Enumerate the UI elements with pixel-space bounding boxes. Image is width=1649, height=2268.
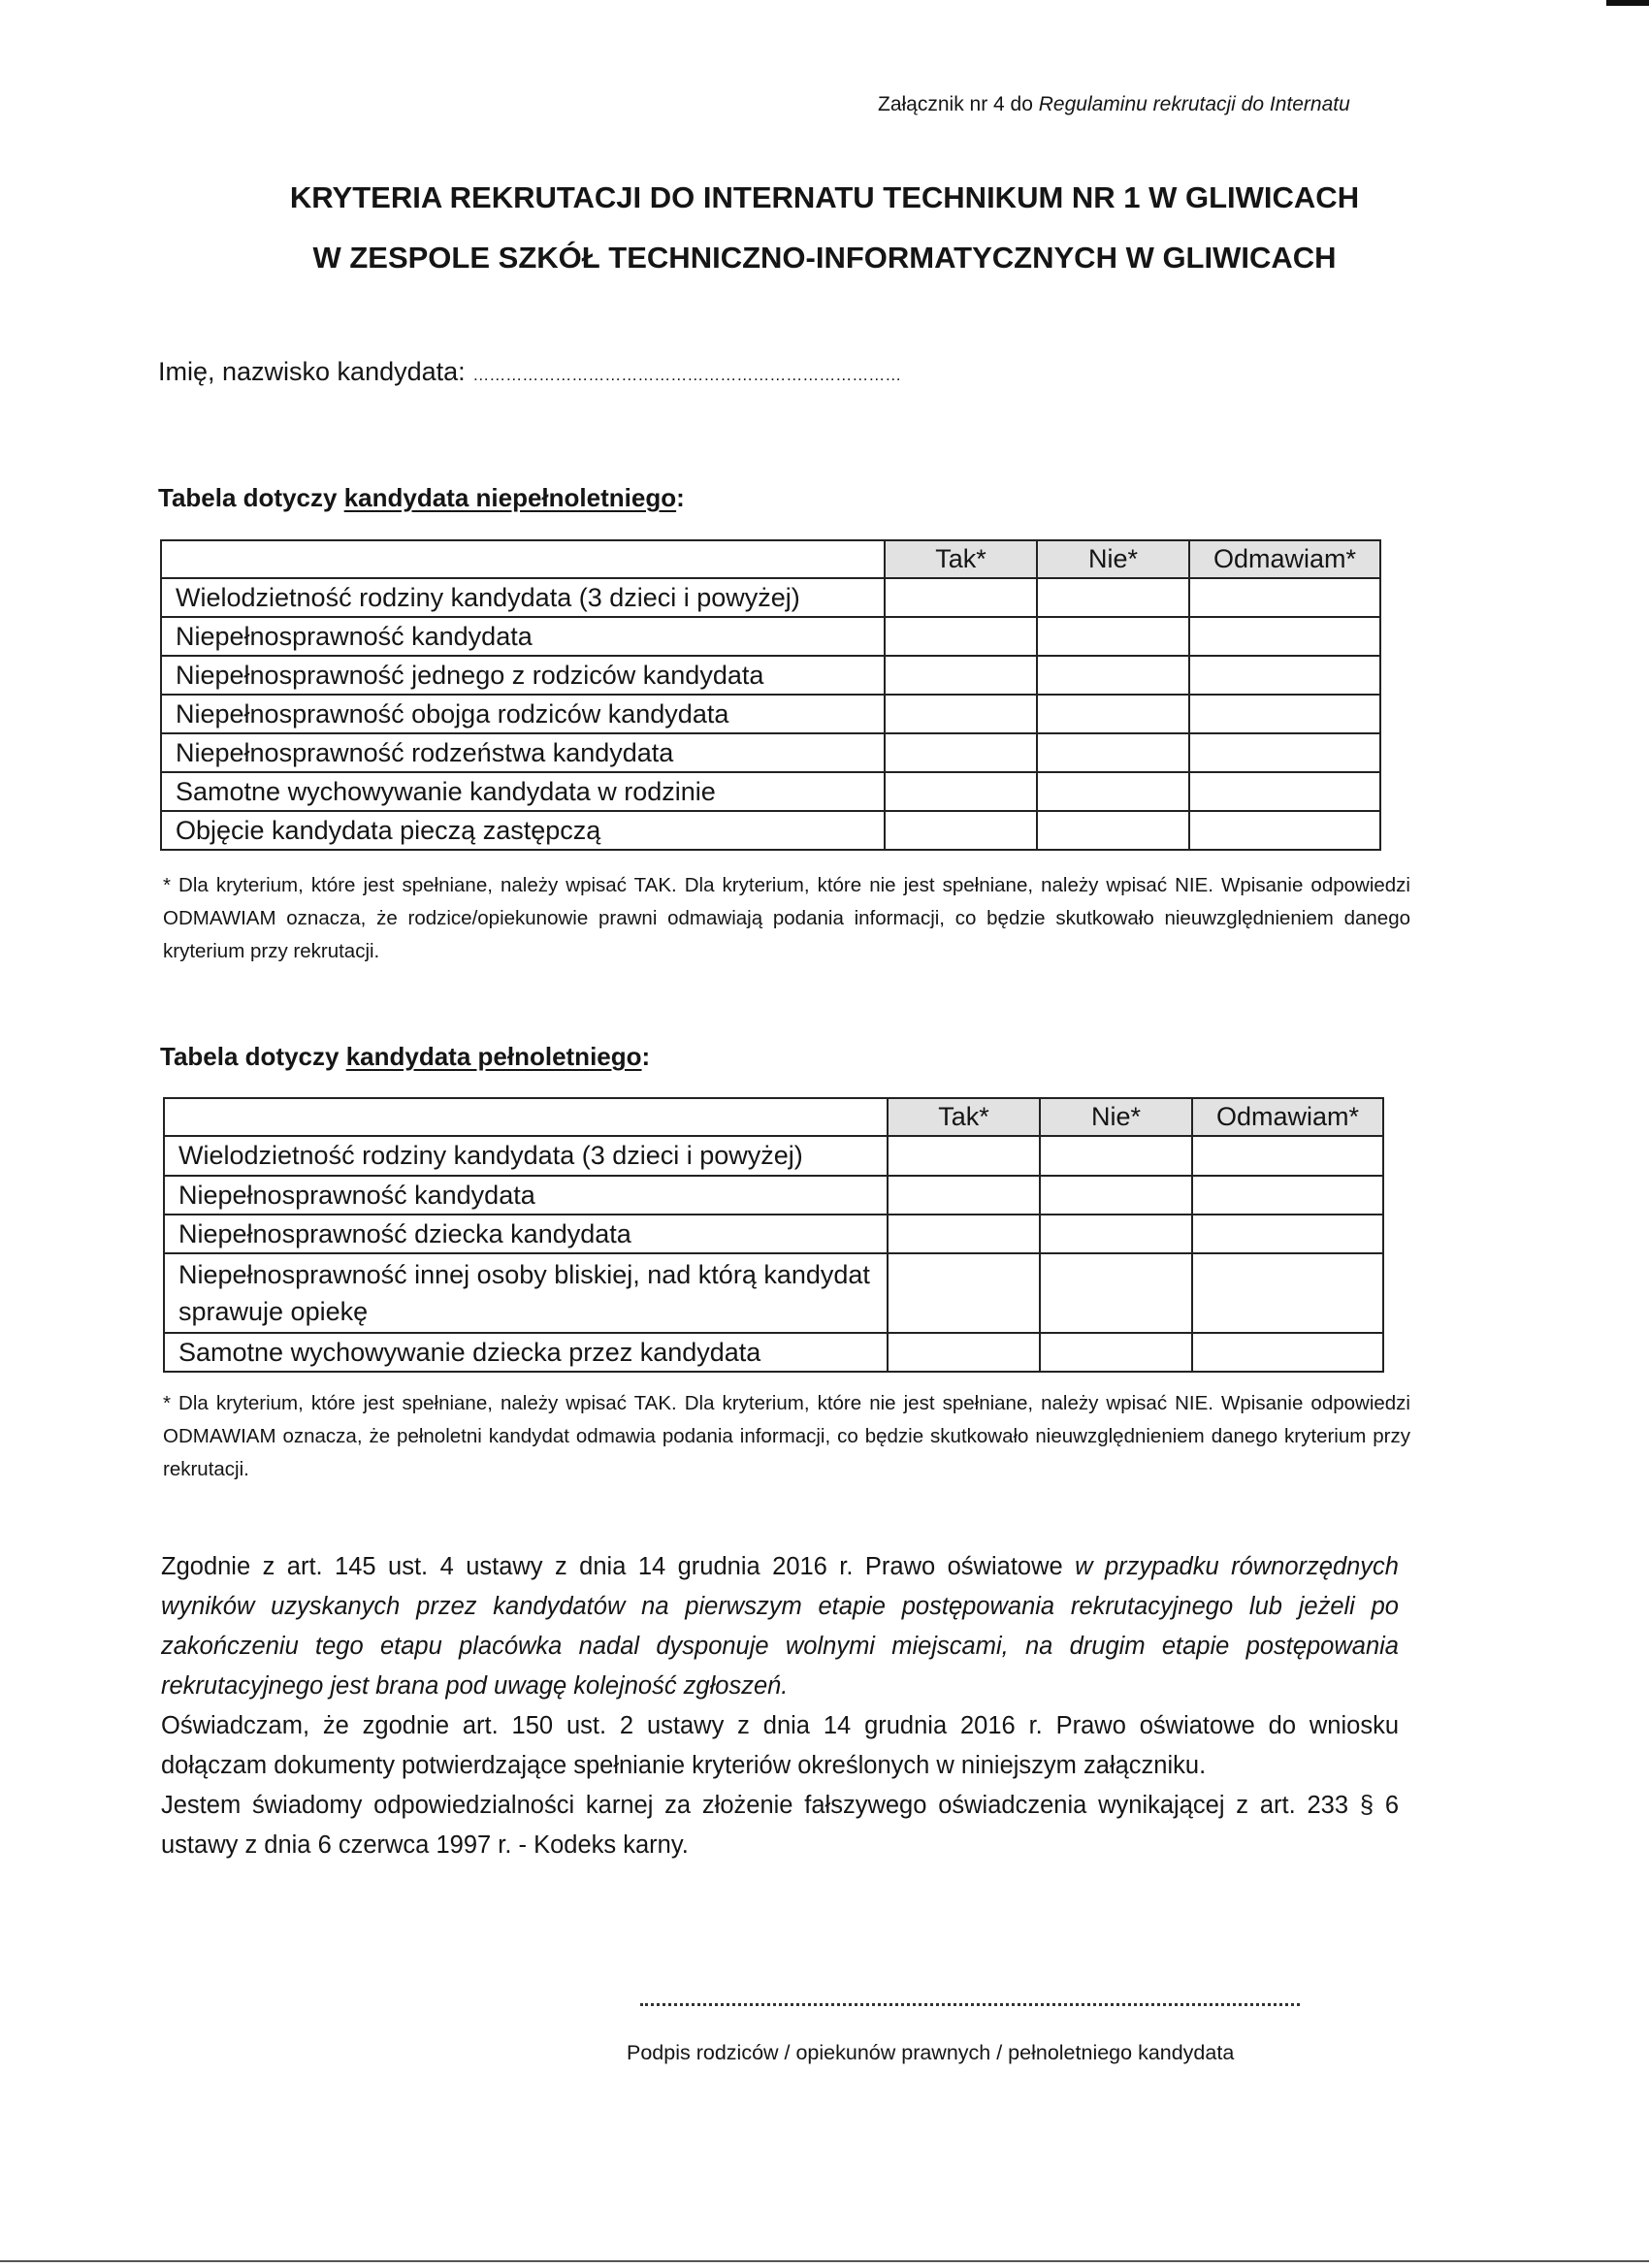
criterion-label: Samotne wychowywanie dziecka przez kandydata xyxy=(164,1333,888,1372)
answer-cell-tak[interactable] xyxy=(885,578,1037,617)
answer-cell-nie[interactable] xyxy=(1037,617,1189,656)
answer-cell-odmawiam[interactable] xyxy=(1189,811,1380,850)
legal-paragraph-1 xyxy=(161,1547,1399,1706)
answer-cell-tak[interactable] xyxy=(888,1333,1040,1372)
criterion-label: Niepełnosprawność rodzeństwa kandydata xyxy=(161,733,885,772)
answer-cell-nie[interactable] xyxy=(1037,811,1189,850)
criterion-label: Niepełnosprawność kandydata xyxy=(161,617,885,656)
heading-suffix: : xyxy=(676,483,685,512)
heading-suffix: : xyxy=(641,1042,651,1071)
annex-reference xyxy=(878,93,1350,116)
answer-cell-nie[interactable] xyxy=(1040,1215,1192,1253)
table-row xyxy=(161,772,1380,811)
answer-cell-odmawiam[interactable] xyxy=(1189,578,1380,617)
criteria-table-minor xyxy=(160,539,1381,851)
answer-cell-tak[interactable] xyxy=(885,772,1037,811)
column-header-tak: Tak* xyxy=(885,540,1037,578)
answer-cell-tak[interactable] xyxy=(885,617,1037,656)
answer-cell-odmawiam[interactable] xyxy=(1192,1176,1383,1215)
header-blank-cell xyxy=(164,1098,888,1136)
table-row xyxy=(161,733,1380,772)
heading-underlined: kandydata niepełnoletniego xyxy=(343,483,677,512)
answer-cell-tak[interactable] xyxy=(888,1253,1040,1333)
criterion-label: Objęcie kandydata pieczą zastępczą xyxy=(161,811,885,850)
table-row xyxy=(161,656,1380,695)
answer-cell-tak[interactable] xyxy=(888,1176,1040,1215)
answer-cell-odmawiam[interactable] xyxy=(1192,1333,1383,1372)
criterion-label: Niepełnosprawność innej osoby bliskiej, nad którą kandydat sprawuje opiekę xyxy=(164,1253,888,1333)
table-row xyxy=(161,695,1380,733)
signature-label: Podpis rodziców / opiekunów prawnych / pełnoletniego kandydata xyxy=(627,2041,1235,2064)
column-header-odmawiam: Odmawiam* xyxy=(1192,1098,1383,1136)
criterion-label: Wielodzietność rodziny kandydata (3 dzieci i powyżej) xyxy=(164,1136,888,1176)
answer-cell-tak[interactable] xyxy=(888,1215,1040,1253)
answer-cell-nie[interactable] xyxy=(1037,695,1189,733)
answer-cell-odmawiam[interactable] xyxy=(1189,733,1380,772)
table-row xyxy=(161,578,1380,617)
answer-cell-nie[interactable] xyxy=(1037,578,1189,617)
answer-cell-nie[interactable] xyxy=(1037,772,1189,811)
answer-cell-nie[interactable] xyxy=(1037,656,1189,695)
answer-cell-tak[interactable] xyxy=(885,733,1037,772)
signature-line[interactable] xyxy=(640,2003,1300,2006)
table-row xyxy=(164,1215,1383,1253)
answer-cell-nie[interactable] xyxy=(1040,1176,1192,1215)
answer-cell-nie[interactable] xyxy=(1040,1253,1192,1333)
answer-cell-odmawiam[interactable] xyxy=(1189,772,1380,811)
table-adult-heading xyxy=(160,1042,650,1072)
answer-cell-tak[interactable] xyxy=(888,1136,1040,1176)
annex-regulation-name: Regulaminu rekrutacji do Internatu xyxy=(1038,93,1350,115)
candidate-name-field[interactable] xyxy=(158,357,901,387)
answer-cell-odmawiam[interactable] xyxy=(1192,1253,1383,1333)
table-adult-footnote: * Dla kryterium, które jest spełniane, należy wpisać TAK. Dla kryterium, które nie jest spełniane, należy wpisać NIE. Wpisanie odpowiedzi ODMAWIAM oznacza, że pełnoletni kandydat odmawia podania informacji, co będzie skutkowało nieuwzględnieniem danego kryterium przy rekrutacji. xyxy=(163,1392,1410,1480)
scan-edge-mark xyxy=(1606,0,1649,6)
legal-statements xyxy=(161,1547,1399,1865)
criterion-label: Wielodzietność rodziny kandydata (3 dzieci i powyżej) xyxy=(161,578,885,617)
heading-prefix: Tabela dotyczy xyxy=(158,483,344,512)
candidate-name-dots: …………………………………………………………………… xyxy=(472,366,902,384)
table-row xyxy=(164,1253,1383,1333)
criterion-label: Niepełnosprawność dziecka kandydata xyxy=(164,1215,888,1253)
criterion-label: Niepełnosprawność obojga rodziców kandydata xyxy=(161,695,885,733)
annex-prefix: Załącznik nr 4 do xyxy=(878,93,1039,115)
column-header-nie: Nie* xyxy=(1037,540,1189,578)
column-header-tak: Tak* xyxy=(888,1098,1040,1136)
answer-cell-odmawiam[interactable] xyxy=(1189,656,1380,695)
criterion-label: Samotne wychowywanie kandydata w rodzinie xyxy=(161,772,885,811)
heading-prefix: Tabela dotyczy xyxy=(160,1042,346,1071)
table-minor-heading xyxy=(158,483,685,513)
answer-cell-nie[interactable] xyxy=(1037,733,1189,772)
table-row xyxy=(164,1333,1383,1372)
answer-cell-odmawiam[interactable] xyxy=(1192,1136,1383,1176)
table-row xyxy=(164,1136,1383,1176)
table-row xyxy=(161,617,1380,656)
answer-cell-nie[interactable] xyxy=(1040,1333,1192,1372)
legal-paragraph-1-text: Zgodnie z art. 145 ust. 4 ustawy z dnia 14 grudnia 2016 r. Prawo oświatowe xyxy=(161,1553,1076,1580)
answer-cell-odmawiam[interactable] xyxy=(1189,695,1380,733)
table-row xyxy=(161,811,1380,850)
column-header-odmawiam: Odmawiam* xyxy=(1189,540,1380,578)
candidate-name-label: Imię, nazwisko kandydata: xyxy=(158,357,466,386)
criterion-label: Niepełnosprawność jednego z rodziców kandydata xyxy=(161,656,885,695)
answer-cell-tak[interactable] xyxy=(885,695,1037,733)
heading-underlined: kandydata pełnoletniego xyxy=(345,1042,642,1071)
answer-cell-odmawiam[interactable] xyxy=(1192,1215,1383,1253)
answer-cell-nie[interactable] xyxy=(1040,1136,1192,1176)
answer-cell-odmawiam[interactable] xyxy=(1189,617,1380,656)
criterion-label: Niepełnosprawność kandydata xyxy=(164,1176,888,1215)
document-title-line-1: KRYTERIA REKRUTACJI DO INTERNATU TECHNIKUM NR 1 W GLIWICACH xyxy=(289,180,1360,214)
legal-paragraph-1-quote: w przypadku równorzędnych wyników uzyskanych przez kandydatów na pierwszym etapie postępowania rekrutacyjnego lub jeżeli po zakończeniu tego etapu placówka nadal dysponuje wolnymi miejscami, na drugim etapie postępowania rekrutacyjnego jest brana pod uwagę kolejność zgłoszeń. xyxy=(161,1553,1399,1700)
document-title-line-2: W ZESPOLE SZKÓŁ TECHNICZNO-INFORMATYCZNYCH W GLIWICACH xyxy=(312,241,1337,275)
legal-paragraph-2: Oświadczam, że zgodnie art. 150 ust. 2 ustawy z dnia 14 grudnia 2016 r. Prawo oświatowe do wniosku dołączam dokumenty potwierdzające spełnianie kryteriów określonych w niniejszym załączniku. xyxy=(161,1712,1399,1779)
scan-bottom-edge xyxy=(0,2260,1649,2262)
legal-paragraph-3: Jestem świadomy odpowiedzialności karnej za złożenie fałszywego oświadczenia wynikającej z art. 233 § 6 ustawy z dnia 6 czerwca 1997 r. - Kodeks karny. xyxy=(161,1792,1399,1859)
table-minor-footnote: * Dla kryterium, które jest spełniane, należy wpisać TAK. Dla kryterium, które nie jest spełniane, należy wpisać NIE. Wpisanie odpowiedzi ODMAWIAM oznacza, że rodzice/opiekunowie prawni odmawiają podania informacji, co będzie skutkowało nieuwzględnieniem danego kryterium przy rekrutacji. xyxy=(163,874,1410,962)
criteria-table-adult xyxy=(163,1097,1384,1373)
answer-cell-tak[interactable] xyxy=(885,811,1037,850)
column-header-nie: Nie* xyxy=(1040,1098,1192,1136)
answer-cell-tak[interactable] xyxy=(885,656,1037,695)
table-row xyxy=(164,1176,1383,1215)
header-blank-cell xyxy=(161,540,885,578)
